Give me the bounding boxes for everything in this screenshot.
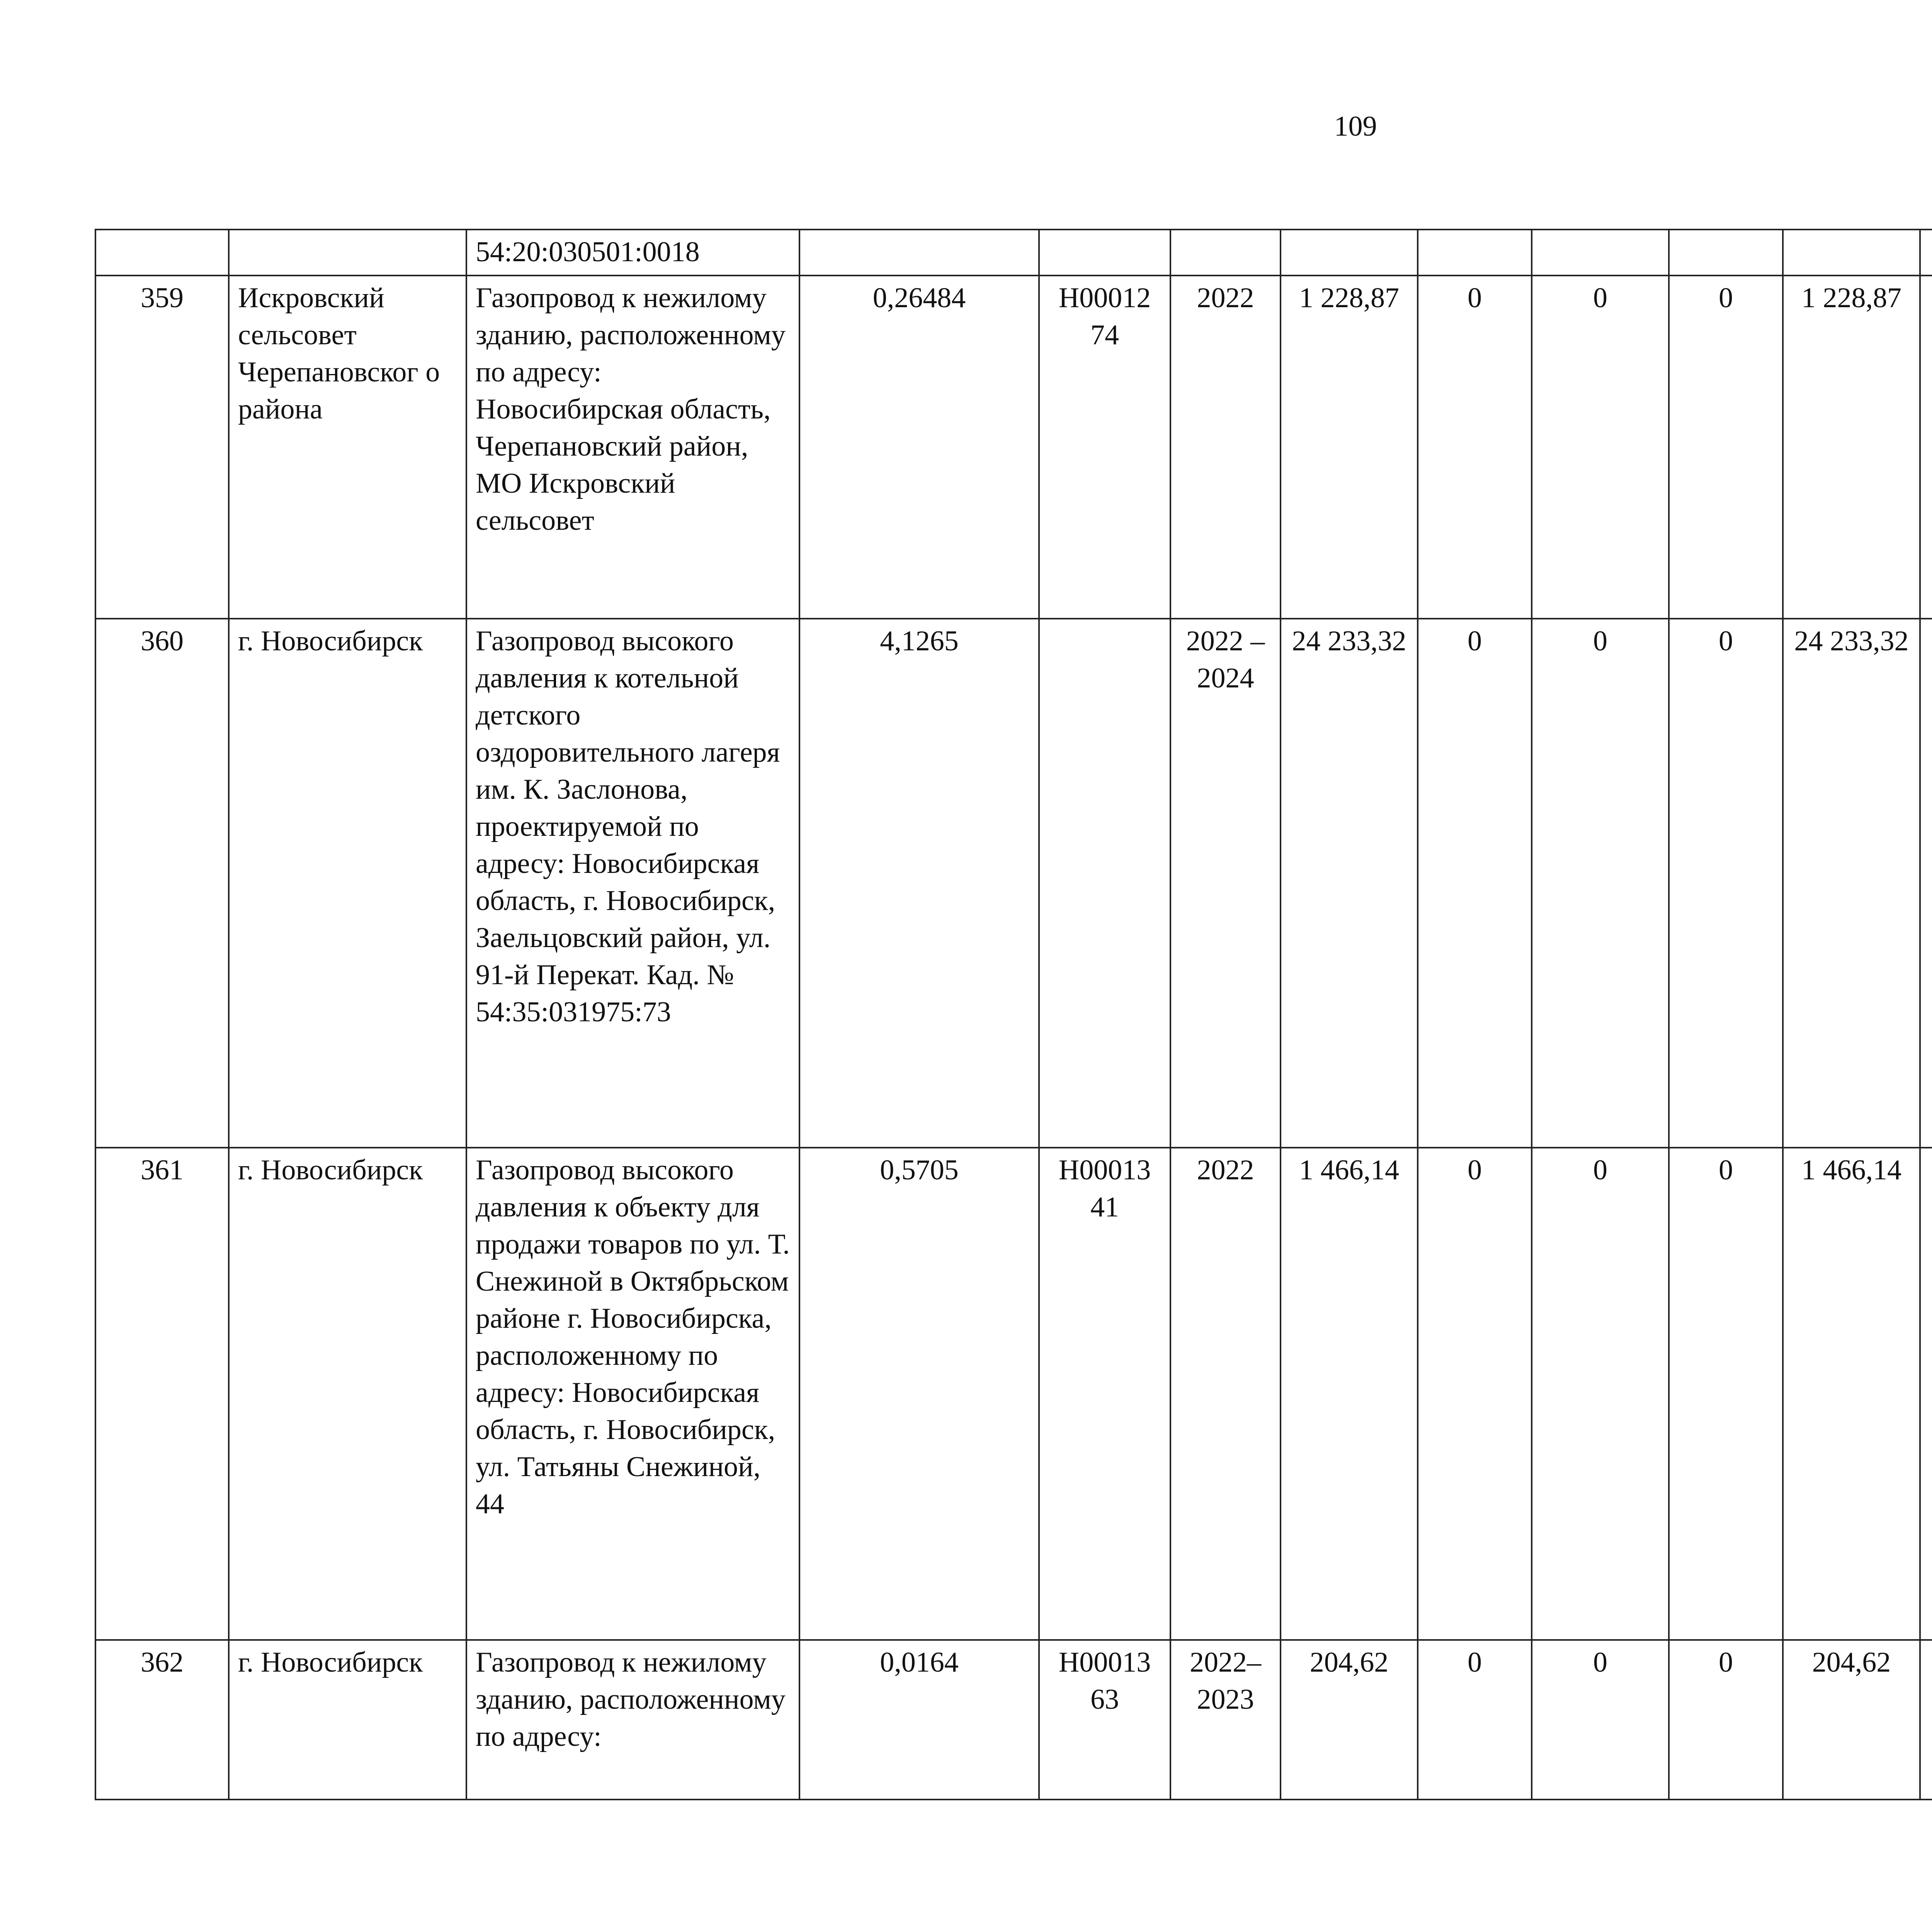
cell-row-number: 361 (95, 1148, 229, 1640)
cell-value-2: 0 (1532, 276, 1669, 619)
cell-total: 204,62 (1281, 1640, 1418, 1800)
cell-cadastral-number: 54:20:030501:0018 (466, 230, 799, 276)
cell-row-number: 359 (95, 276, 229, 619)
cell-value-2: 0 (1532, 619, 1669, 1148)
table-row (95, 1148, 1932, 1640)
cell-years: 2022– 2023 (1170, 1640, 1281, 1800)
cell-length: 0,26484 (799, 276, 1039, 619)
cell-years: 2022 (1170, 276, 1281, 619)
cell-value-4: 24 233,32 (1783, 619, 1920, 1148)
cell-object-description: Газопровод высокого давления к котельной детского оздоровительного лагеря им. К. Заслонова, проектируемой по адресу: Новосибирская область, г. Новосибирск, Заельцовский район, ул. 91-й Перекат. Кад. № 54:35:031975:73 (466, 619, 799, 1148)
cell-empty (1532, 230, 1669, 276)
cell-value-3: 0 (1669, 1640, 1783, 1800)
cell-object-description: Газопровод высокого давления к объекту для продажи товаров по ул. Т. Снежиной в Октябрьском районе г. Новосибирска, расположенному по адресу: Новосибирская область, г. Новосибирск, ул. Татьяны Снежиной, 44 (466, 1148, 799, 1640)
cell-value-2: 0 (1532, 1148, 1669, 1640)
table-row (95, 619, 1932, 1148)
cell-empty (1783, 230, 1920, 276)
table-row (95, 1640, 1932, 1800)
cell-value-3: 0 (1669, 1148, 1783, 1640)
cell-value-4: 1 228,87 (1783, 276, 1920, 619)
cell-total: 24 233,32 (1281, 619, 1418, 1148)
cell-municipality: г. Новосибирск (229, 1640, 466, 1800)
cell-object-description: Газопровод к нежилому зданию, расположенному по адресу: (466, 1640, 799, 1800)
cell-object-code: Н00013 63 (1039, 1640, 1170, 1800)
cell-row-number: 360 (95, 619, 229, 1148)
cell-length: 0,5705 (799, 1148, 1039, 1640)
cell-empty (1039, 230, 1170, 276)
cell-empty (1669, 230, 1783, 276)
cell-years: 2022 – 2024 (1170, 619, 1281, 1148)
cell-value-3: 0 (1669, 276, 1783, 619)
cell-value-3: 0 (1669, 619, 1783, 1148)
cell-organization (1920, 1148, 1932, 1640)
cell-total: 1 466,14 (1281, 1148, 1418, 1640)
cell-value-4: 204,62 (1783, 1640, 1920, 1800)
cell-years: 2022 (1170, 1148, 1281, 1640)
cell-empty (1170, 230, 1281, 276)
cell-value-1: 0 (1418, 1148, 1532, 1640)
cell-object-description: Газопровод к нежилому зданию, расположенному по адресу: Новосибирская область, Черепановский район, МО Искровский сельсовет (466, 276, 799, 619)
cell-organization (1920, 619, 1932, 1148)
cell-municipality: г. Новосибирск (229, 619, 466, 1148)
cell-value-2: 0 (1532, 1640, 1669, 1800)
cell-total: 1 228,87 (1281, 276, 1418, 619)
cell-municipality: г. Новосибирск (229, 1148, 466, 1640)
cell-empty (1418, 230, 1532, 276)
cell-object-code (1039, 619, 1170, 1148)
cell-empty (95, 230, 229, 276)
cell-empty (799, 230, 1039, 276)
cell-object-code: Н00013 41 (1039, 1148, 1170, 1640)
cell-length: 0,0164 (799, 1640, 1039, 1800)
cell-object-code: Н00012 74 (1039, 276, 1170, 619)
table-row (95, 276, 1932, 619)
cell-value-1: 0 (1418, 1640, 1532, 1800)
cell-value-4: 1 466,14 (1783, 1148, 1920, 1640)
page-number: 109 (1334, 111, 1377, 142)
cell-empty (229, 230, 466, 276)
cell-value-1: 0 (1418, 276, 1532, 619)
cell-municipality: Искровский сельсовет Черепановског о района (229, 276, 466, 619)
register-table (95, 229, 1932, 1800)
cell-empty (1281, 230, 1418, 276)
table-row-continuation (95, 230, 1932, 276)
cell-length: 4,1265 (799, 619, 1039, 1148)
cell-organization (1920, 1640, 1932, 1800)
cell-row-number: 362 (95, 1640, 229, 1800)
cell-organization (1920, 276, 1932, 619)
cell-empty (1920, 230, 1932, 276)
cell-value-1: 0 (1418, 619, 1532, 1148)
